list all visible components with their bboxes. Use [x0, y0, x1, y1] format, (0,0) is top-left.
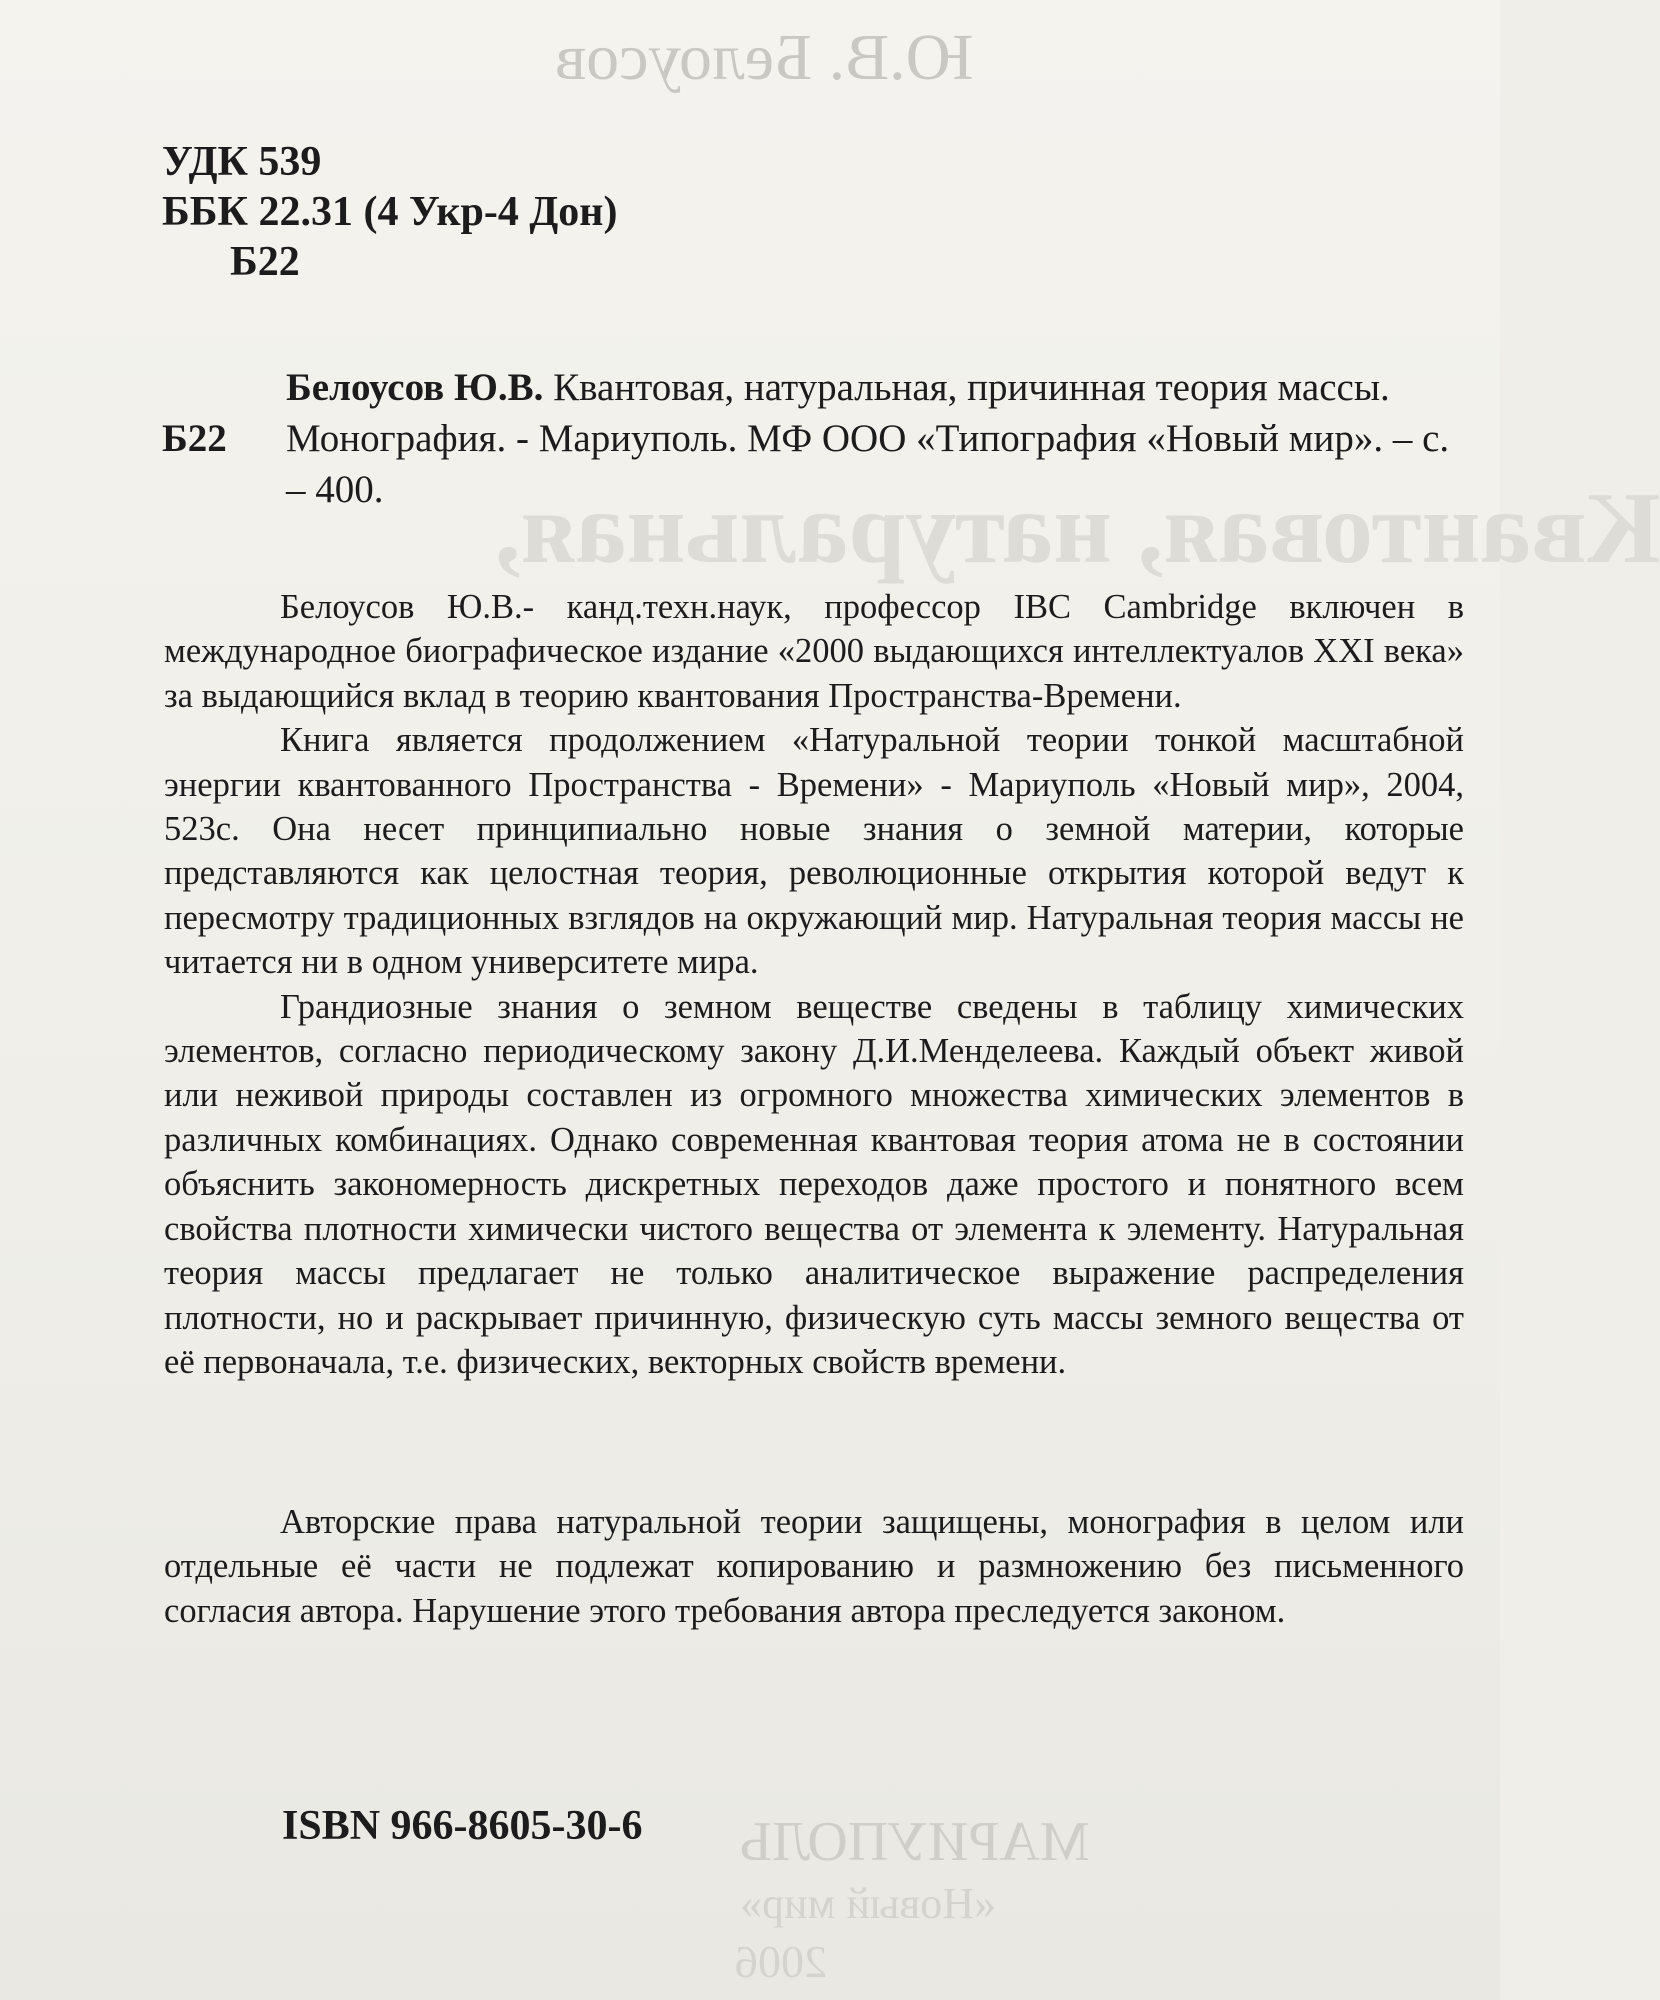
author-mark-code: Б22	[230, 239, 300, 285]
classification-codes	[162, 137, 617, 287]
bbk-code: ББК 22.31 (4 Укр-4 Дон)	[162, 189, 618, 235]
abstract-paragraph: Книга является продолжением «Натуральной теории тонкой масштабной энергии квантованного Пространства - Времени» - Мариуполь «Новый мир», 2004, 523с. Она несет принципиально новые знания о земной материи, которые представляются как целостная теория, революционные открытия которой ведут к пересмотру традиционных взглядов на окружающий мир. Натуральная теория массы не читается ни в одном университете мира.	[164, 721, 1464, 982]
bleed-through-city: МАРИУПОЛЬ	[740, 1811, 1090, 1873]
isbn: ISBN 966-8605-30-6	[282, 1803, 643, 1849]
udk-code: УДК 539	[162, 139, 322, 185]
abstract-paragraph: Грандиозные знания о земном веществе сведены в таблицу химических элементов, согласно периодическому закону Д.И.Менделеева. Каждый объект живой или неживой природы составлен из огромного множества химических элементов в различных комбинациях. Однако современная квантовая теория атома не в состоянии объяснить закономерность дискретных переходов даже простого и понятного всем свойства плотности химически чистого вещества от элемента к элементу. Натуральная теория массы предлагает не только аналитическое выражение распределения плотности, но и раскрывает причинную, физическую суть массы земного вещества от её первоначала, т.е. физических, векторных свойств времени.	[164, 987, 1464, 1381]
bleed-through-publisher: «Новый мир»	[740, 1879, 997, 1928]
copyright-notice	[164, 1500, 1464, 1633]
author-mark: Б22	[162, 417, 227, 460]
copyright-paragraph: Авторские права натуральной теории защищены, монография в целом или отдельные её части не подлежат копированию и размножению без письменного согласия автора. Нарушение этого требования автора преследуется законом.	[164, 1503, 1464, 1630]
bleed-through-title: Квантовая, натуральная,	[495, 472, 1660, 585]
entry-author: Белоусов Ю.В.	[286, 366, 544, 409]
bleed-through-year: 2006	[735, 1936, 827, 1987]
entry-description: Квантовая, натуральная, причинная теория массы. Монография. - Мариуполь. МФ ООО «Типография «Новый мир». – с. – 400.	[286, 366, 1450, 511]
bibliographic-entry	[162, 362, 1462, 515]
bleed-through-author: Ю.В. Белоусов	[555, 21, 974, 94]
abstract	[164, 585, 1464, 1384]
entry-text	[286, 362, 1456, 515]
abstract-paragraph: Белоусов Ю.В.- канд.техн.наук, профессор IBC Cambridge включен в международное биографическое издание «2000 выдающихся интеллектуалов XXI века» за выдающийся вклад в теорию квантования Пространства-Времени.	[164, 588, 1464, 715]
